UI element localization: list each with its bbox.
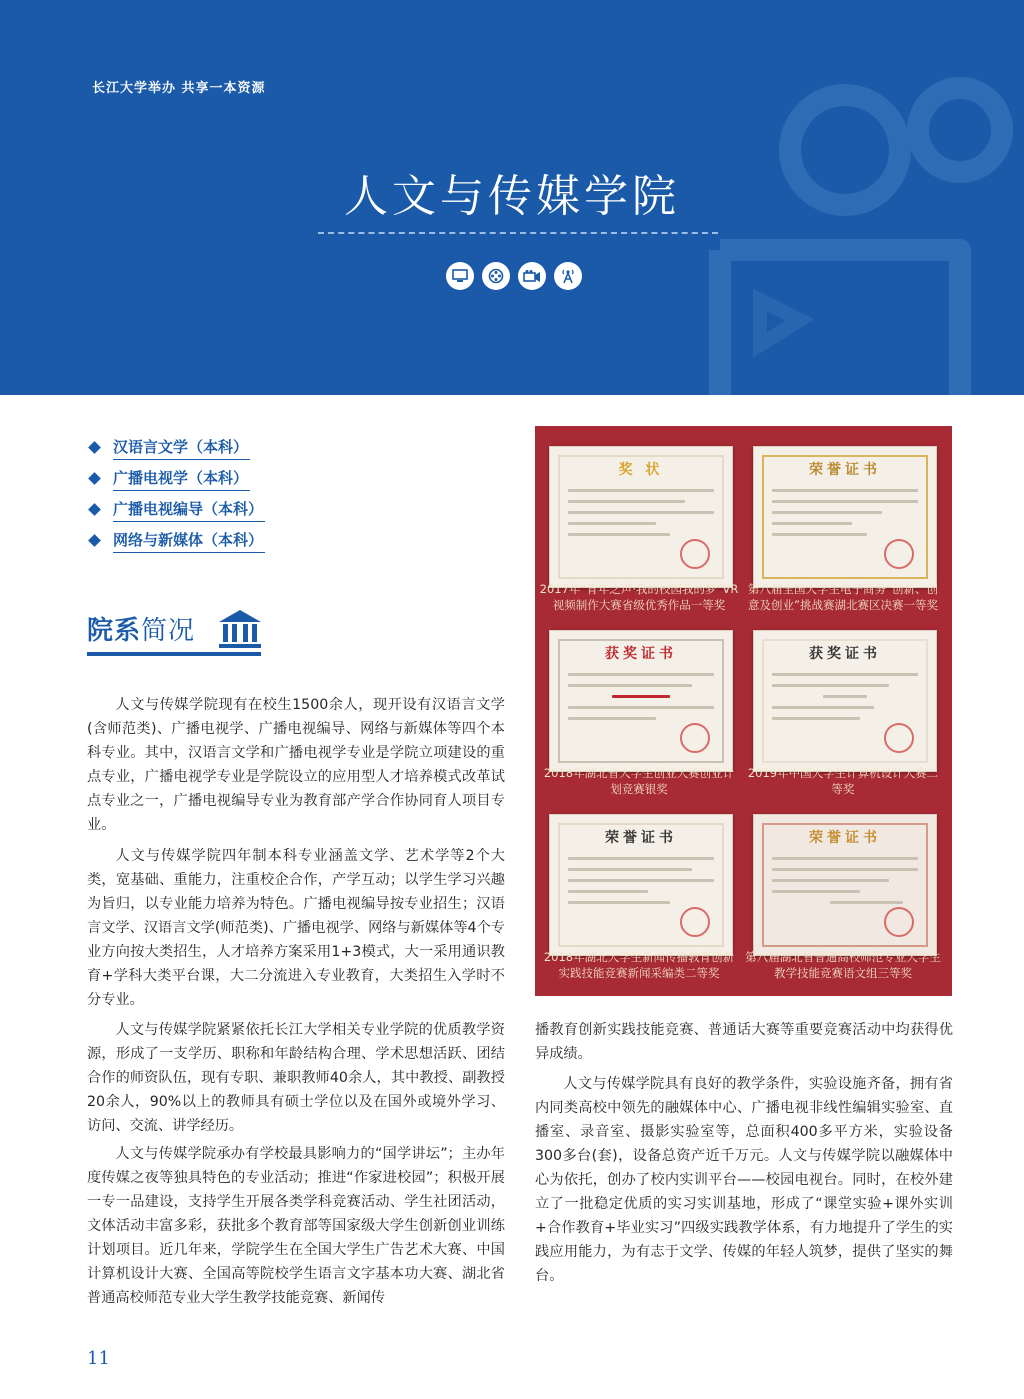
certificate-caption: 第八届全国大学生电子商务“创新、创意及创业”挑战赛湖北赛区决赛一等奖 bbox=[748, 582, 938, 612]
major-label: 汉语言文学（本科） bbox=[113, 436, 250, 460]
list-item bbox=[87, 432, 265, 463]
certificate-caption: 2017年“青年之声·我的校园我的梦”VR视频制作大赛省级优秀作品一等奖 bbox=[539, 582, 739, 612]
major-label: 网络与新媒体（本科） bbox=[113, 529, 265, 553]
page-number: 11 bbox=[87, 1348, 110, 1369]
certificate-image bbox=[753, 814, 937, 956]
major-label: 广播电视编导（本科） bbox=[113, 498, 265, 522]
paragraph-overview: 人文与传媒学院现有在校生1500余人，现开设有汉语言文学(含师范类)、广播电视学、广播电视编导、网络与新媒体等四个本科专业。其中，汉语言文学和广播电视学专业是学院立项建设的重点专业，广播电视学专业是学院设立的应用型人才培养模式改革试点专业之一，广播电视编导专业为教育部产学合作协同育人项目专业。 bbox=[87, 697, 505, 833]
certificate-image bbox=[549, 630, 733, 772]
award-certificates-panel bbox=[535, 426, 952, 996]
certificate-image bbox=[549, 814, 733, 956]
paragraph-facilities: 人文与传媒学院具有良好的教学条件，实验设施齐备，拥有省内同类高校中领先的融媒体中心、广播电视非线性编辑实验室、直播室、录音室、摄影实验室等，总面积400多平方米，实验设备300多台(套)，设备总资产近千万元。人文与传媒学院以融媒体中心为依托，创办了校内实训平台——校园电视台。同时，在校外建立了一批稳定优质的实习实训基地，形成了“课堂实验+课外实训+合作教育+毕业实习”四级实践教学体系，有力地提升了学生的实践应用能力，为有志于文学、传媒的年轻人筑梦，提供了坚实的舞台。 bbox=[535, 1076, 953, 1284]
certificate-heading: 获奖证书 bbox=[809, 646, 881, 662]
list-item bbox=[87, 525, 265, 556]
broadcast-tower-icon bbox=[554, 262, 582, 290]
major-label: 广播电视学（本科） bbox=[113, 467, 250, 491]
certificate-caption: 2019年中国大学生计算机设计大赛二等奖 bbox=[747, 766, 939, 796]
list-item bbox=[87, 494, 265, 525]
page-title: 人文与传媒学院 bbox=[344, 171, 680, 222]
majors-list bbox=[87, 432, 265, 556]
institution-building-icon bbox=[217, 608, 263, 650]
diamond-bullet-icon bbox=[88, 472, 101, 485]
certificate-heading: 荣誉证书 bbox=[809, 830, 881, 846]
certificate-image bbox=[549, 446, 733, 588]
certificate-heading: 奖 状 bbox=[618, 462, 664, 478]
certificate-image bbox=[753, 630, 937, 772]
header-banner bbox=[0, 0, 1024, 395]
section-underline bbox=[87, 652, 261, 656]
diamond-bullet-icon bbox=[88, 503, 101, 516]
certificate-caption: 第八届湖北省普通高校师范专业大学生教学技能竞赛语文组三等奖 bbox=[745, 950, 941, 980]
certificate-heading: 获奖证书 bbox=[605, 646, 677, 662]
certificate-heading: 荣誉证书 bbox=[605, 830, 677, 846]
diamond-bullet-icon bbox=[88, 534, 101, 547]
paragraph-activities-continued: 播教育创新实践技能竞赛、普通话大赛等重要竞赛活动中均获得优异成绩。 bbox=[535, 1022, 953, 1062]
header-icon-row bbox=[446, 262, 586, 292]
diamond-bullet-icon bbox=[88, 441, 101, 454]
paragraph-faculty: 人文与传媒学院紧紧依托长江大学相关专业学院的优质教学资源，形成了一支学历、职称和年龄结构合理、学术思想活跃、团结合作的师资队伍，现有专职、兼职教师40余人，其中教授、副教授20余人，90%以上的教师具有硕士学位以及在国外或境外学习、访问、交流、讲学经历。 bbox=[87, 1022, 505, 1134]
certificate-heading: 荣誉证书 bbox=[809, 462, 881, 478]
video-camera-icon bbox=[518, 262, 546, 290]
list-item bbox=[87, 463, 265, 494]
film-reel-icon bbox=[482, 262, 510, 290]
tagline: 长江大学举办 共享一本资源 bbox=[92, 81, 266, 96]
section-heading bbox=[87, 606, 267, 662]
section-title-light: 简况 bbox=[141, 616, 196, 646]
certificate-image bbox=[753, 446, 937, 588]
paragraph-programs: 人文与传媒学院四年制本科专业涵盖文学、艺术学等2个大类，宽基础、重能力，注重校企合作，产学互动；以学生学习兴趣为旨归，以专业能力培养为特色。广播电视编导按专业招生；汉语言文学、汉语言文学(师范类)、广播电视学、网络与新媒体等4个专业方向按大类招生，人才培养方案采用1+3模式，大一采用通识教育+学科大类平台课，大二分流进入专业教育，大类招生入学时不分专业。 bbox=[87, 848, 505, 1008]
title-divider bbox=[318, 232, 718, 234]
screen-icon bbox=[446, 262, 474, 290]
section-title bbox=[87, 610, 195, 647]
certificate-caption: 2018年湖北省大学生创业大赛创业计划竞赛银奖 bbox=[543, 766, 735, 796]
paragraph-activities: 人文与传媒学院承办有学校最具影响力的“国学讲坛”；主办年度传媒之夜等独具特色的专业活动；推进“作家进校园”；积极开展一专一品建设，支持学生开展各类学科竞赛活动、学生社团活动，文体活动丰富多彩，获批多个教育部等国家级大学生创新创业训练计划项目。近几年来，学院学生在全国大学生广告艺术大赛、中国计算机设计大赛、全国高等院校学生语言文字基本功大赛、湖北省普通高校师范专业大学生教学技能竞赛、新闻传 bbox=[87, 1146, 505, 1306]
certificate-caption: 2018年湖北大学生新闻传播教育创新实践技能竞赛新闻采编类二等奖 bbox=[543, 950, 735, 980]
section-title-strong: 院系 bbox=[87, 616, 142, 646]
